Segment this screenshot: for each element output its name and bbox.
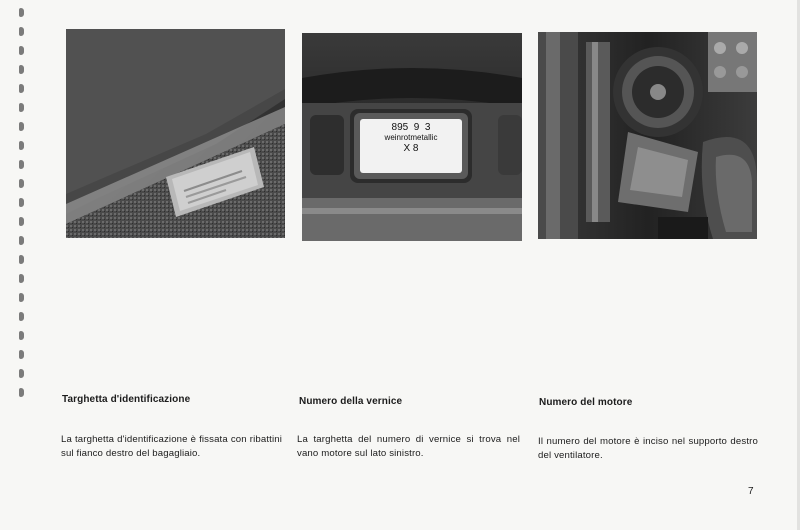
page-number: 7	[748, 486, 754, 497]
photo-engine-number	[538, 32, 757, 239]
heading-identification-plate: Targhetta d'identificazione	[62, 394, 191, 405]
photo-identification-plate	[66, 29, 285, 238]
text-engine-number: Il numero del motore è inciso nel supporto destro del ventilatore.	[538, 436, 758, 461]
photo-paint-number-plate	[302, 33, 522, 241]
paint-plate-label	[360, 122, 462, 154]
heading-engine-number: Numero del motore	[539, 397, 633, 408]
heading-paint-number: Numero della vernice	[299, 396, 403, 407]
text-paint-number: La targhetta del numero di vernice si trova nel vano motore sul lato sinistro.	[297, 434, 520, 459]
paint-plate-code: 895 9 3	[391, 122, 431, 133]
spiral-binding	[17, 8, 27, 428]
text-identification-plate: La targhetta d'identificazione è fissata con ribattini sul fianco destro del bagagliaio.	[61, 434, 282, 459]
paint-plate-suffix: X 8	[403, 143, 419, 154]
paint-plate-color-name: weinrotmetallic	[384, 133, 438, 142]
